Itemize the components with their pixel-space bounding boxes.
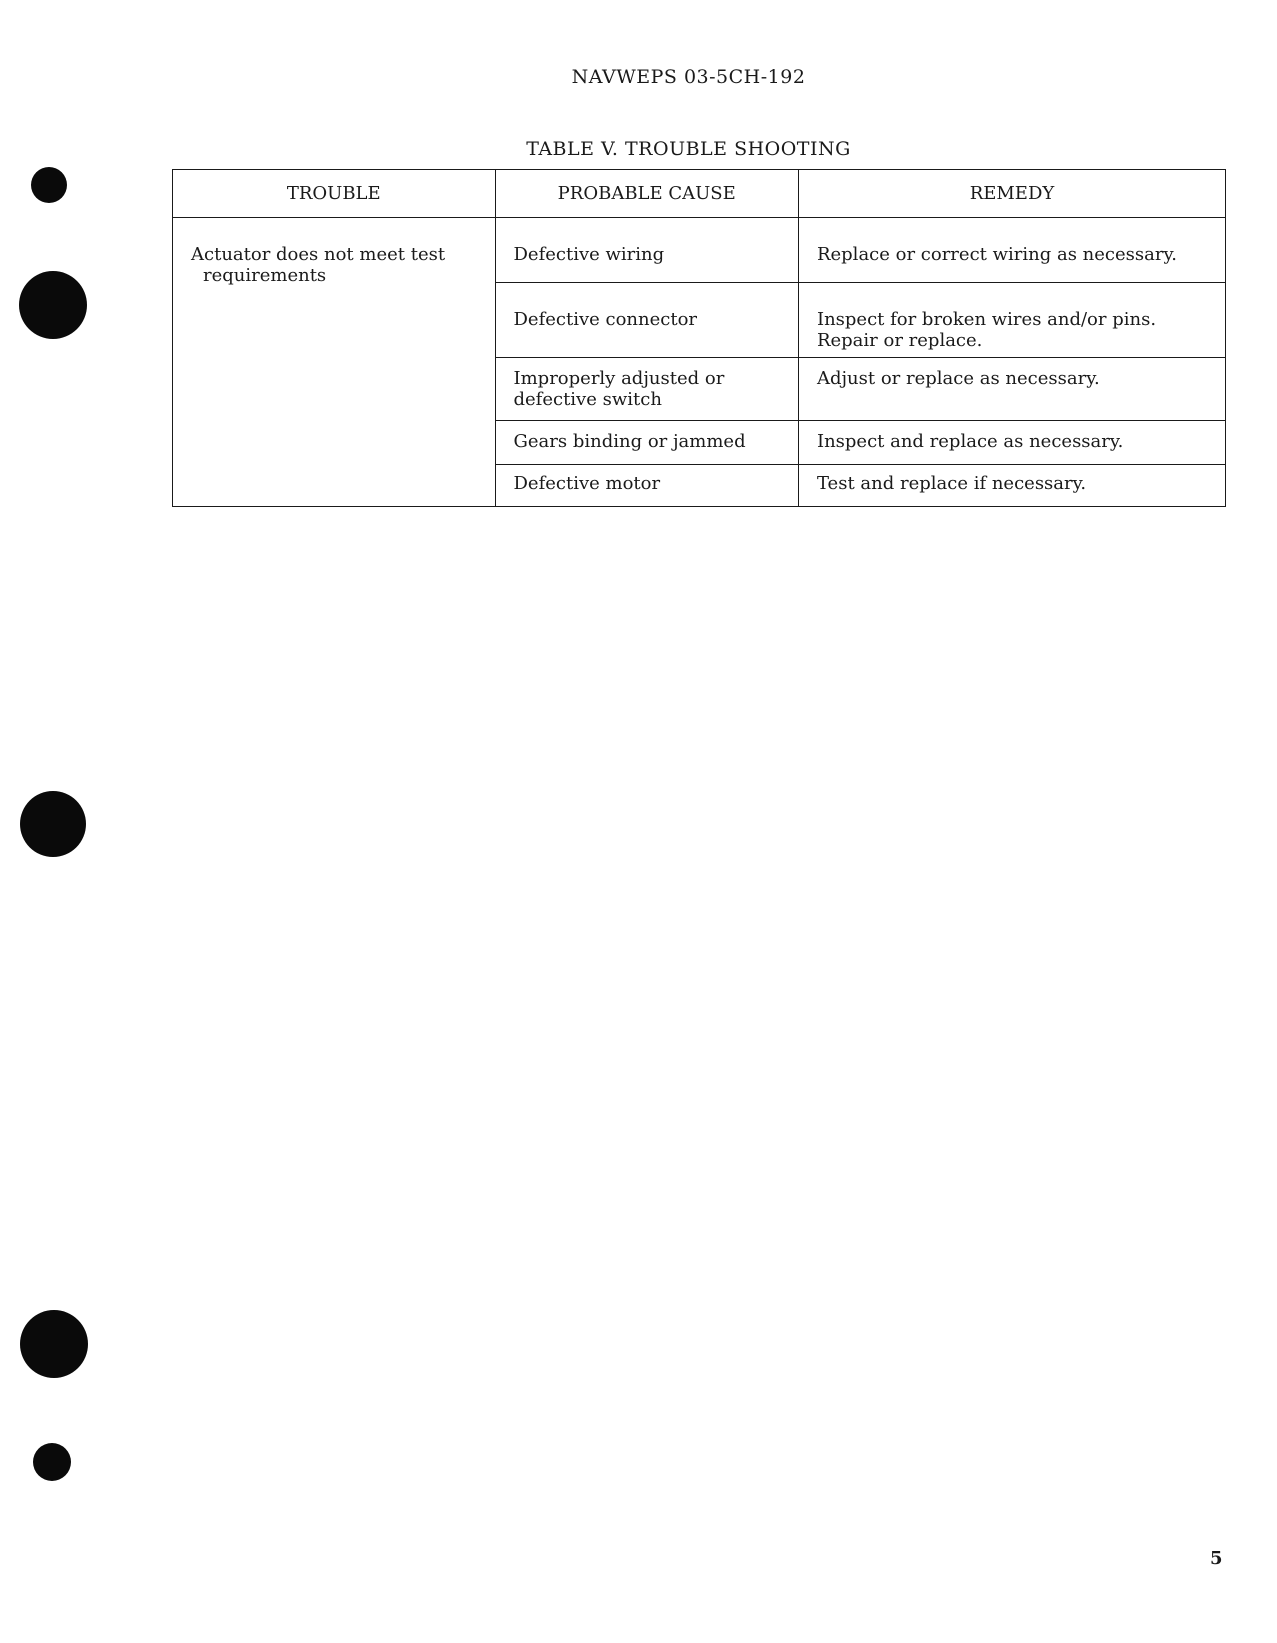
remedy-text-line-1: Inspect for broken wires and/or pins. bbox=[816, 309, 1157, 330]
binder-hole-4 bbox=[20, 1310, 88, 1378]
document-number: NAVWEPS 03-5CH-192 bbox=[571, 66, 806, 88]
cause-text-line-2: defective switch bbox=[513, 389, 662, 410]
page-number: 5 bbox=[1210, 1548, 1223, 1569]
remedy-text-line-2: Repair or replace. bbox=[816, 330, 983, 351]
remedy-cell bbox=[798, 358, 1225, 421]
table-row bbox=[173, 218, 1226, 283]
table-title: TABLE V. TROUBLE SHOOTING bbox=[526, 138, 851, 160]
cause-text: Defective connector bbox=[513, 309, 698, 330]
cause-cell bbox=[495, 283, 798, 358]
binder-hole-3 bbox=[20, 791, 86, 857]
cause-cell bbox=[495, 421, 798, 465]
cause-cell bbox=[495, 218, 798, 283]
column-header-trouble: TROUBLE bbox=[173, 170, 496, 218]
column-header-probable-cause: PROBABLE CAUSE bbox=[495, 170, 798, 218]
remedy-cell bbox=[798, 421, 1225, 465]
cause-text: Defective wiring bbox=[513, 244, 665, 265]
cause-text: Defective motor bbox=[513, 473, 661, 494]
table-header-row bbox=[173, 170, 1226, 218]
cause-text: Gears binding or jammed bbox=[513, 431, 746, 452]
remedy-cell bbox=[798, 218, 1225, 283]
trouble-cell bbox=[173, 218, 496, 507]
binder-hole-2 bbox=[19, 271, 87, 339]
binder-hole-1 bbox=[31, 167, 67, 203]
trouble-line-2: requirements bbox=[203, 265, 327, 286]
column-header-remedy: REMEDY bbox=[798, 170, 1225, 218]
remedy-cell bbox=[798, 283, 1225, 358]
cause-cell bbox=[495, 358, 798, 421]
binder-hole-5 bbox=[33, 1443, 71, 1481]
trouble-line-1: Actuator does not meet test bbox=[191, 244, 446, 265]
remedy-text: Replace or correct wiring as necessary. bbox=[816, 244, 1177, 265]
remedy-text: Adjust or replace as necessary. bbox=[816, 368, 1100, 389]
cause-cell bbox=[495, 465, 798, 507]
troubleshooting-table bbox=[172, 169, 1226, 507]
remedy-text: Test and replace if necessary. bbox=[816, 473, 1087, 494]
remedy-text: Inspect and replace as necessary. bbox=[816, 431, 1124, 452]
remedy-cell bbox=[798, 465, 1225, 507]
cause-text-line-1: Improperly adjusted or bbox=[513, 368, 725, 389]
